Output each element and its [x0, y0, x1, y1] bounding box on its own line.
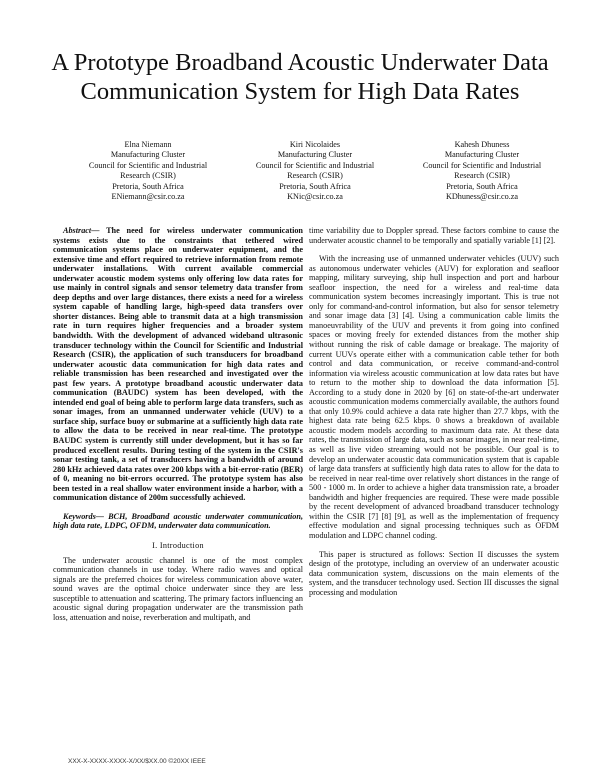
- section-heading: I. Introduction: [152, 540, 204, 550]
- author-org: Manufacturing Cluster: [110, 150, 186, 160]
- title-line-2: Communication System for High Data Rates: [80, 78, 520, 105]
- author-name: Kiri Nicolaides: [289, 140, 341, 149]
- author-institution-abbrev: Research (CSIR): [120, 171, 176, 181]
- abstract-label: Abstract: [63, 226, 92, 235]
- author-org: Manufacturing Cluster: [444, 150, 520, 160]
- author-email: ENiemann@csir.co.za: [111, 192, 185, 202]
- author-institution: Council for Scientific and Industrial: [255, 160, 375, 170]
- copyright-footer: XXX-X-XXXX-XXXX-X/XX/$XX.00 ©20XX IEEE: [68, 758, 206, 765]
- author-org: Manufacturing Cluster: [277, 150, 353, 160]
- author-email: KNic@csir.co.za: [287, 192, 343, 202]
- paragraph-continued: time variability due to Doppler spread. These factors combine to cause the underwater acoustic channel to be temporally and spatially variable [1] [2].: [309, 226, 559, 245]
- author-institution: Council for Scientific and Industrial: [422, 160, 542, 170]
- author-block-1: [53, 140, 243, 202]
- author-name: Elna Niemann: [124, 140, 172, 149]
- author-institution-abbrev: Research (CSIR): [287, 171, 343, 181]
- title-line-1: A Prototype Broadband Acoustic Underwater Data: [51, 49, 549, 76]
- keywords: Keywords— BCH, Broadband acoustic underwater communication, high data rate, LDPC, OFDM, underwater data communication.: [53, 511, 303, 531]
- intro-paragraph: The underwater acoustic channel is one of the most complex communication channels in use today. Where radio waves and optical signals are the preferred choices for wireless communication above water, sound waves are the optimal choice underwater since they are less susceptible to attenuation and scattering. The primary factors influencing an acoustic signal during propagation underwater are the transmission path loss, attenuation and noise, reverberation and multipath, and: [53, 555, 303, 622]
- author-city: Pretoria, South Africa: [446, 181, 518, 191]
- author-city: Pretoria, South Africa: [112, 181, 184, 191]
- author-name: Kahesh Dhuness: [454, 140, 510, 149]
- paragraph-uuv: With the increasing use of unmanned underwater vehicles (UUV) such as autonomous underwater vehicles (AUV) for exploration and seafloor mapping, military surveying, ship hull inspection and port and harbour seafloor inspection, the need for a wireless and real-time data communication system becomes increasingly important. This is true not only for command-and-control information, but also for sensor telemetry and sonar image data [3] [4]. Using a communication cable limits the manoeuvrability of the UUV and prevents it from going into confined spaces or moving freely for extended distances from the mother ship without running the risk of cable damage or breakage. The majority of current UUVs operate either with a communication cable tether for both control and data communication, or receive command-and-control information via wireless acoustic communication at low data rates but have to return to the mother ship to download the data information [5]. According to a study done in 2020 by [6] on state-of-the-art underwater acoustic communication modems commercially available, the authors found that only 10.9% could achieve a data rate higher than 27.7 kbps, with the highest data rate being 62.5 kbps. 0 shows a breakdown of available acoustic modem models according to maximum data rate. At these data rates, the transmission of large data, such as sonar images, in near real-time, as well as live video streaming would not be possible. Our goal is to develop an underwater acoustic data communication system that is capable of large data transfers at sufficiently high data rates to allow for the data to be received in near real-time over relatively short distances in the range of 500 - 1000 m. In order to achieve a higher data transmission rate, a broader bandwidth and higher frequencies are required. These were made possible by the recent development of advanced broadband transducer technology within the CSIR [7] [8] [9], as well as the implementation of frequency effective modulation and signal processing techniques such as OFDM modulation and LDPC channel coding.: [309, 254, 559, 540]
- abstract-text: — The need for wireless underwater communication systems exists due to the constraints that tethered wired communication systems place on underwater equipment, and the extensive time and effort required to retrieve information from remote underwater installations. With current available commercial underwater acoustic modem systems only offering low data rates for use mainly in control signals and sensor telemetry data transfer from deep depths and over large distances, there exists a need for a wireless system capable of handling large, high-speed data transfers over shorter distances. Being able to transmit data at a high transmission rate in turn requires higher frequencies and a broader system bandwidth. With the development of advanced wideband ultrasonic transducer technology within the Council for Scientific and Industrial Research (CSIR), the application of such transducers for broadband underwater acoustic data communication for high data rates and reliable transmission has been researched and investigated over the past few years. A prototype broadband acoustic underwater data communication (BAUDC) system has been developed, with the intended end goal of being able to perform large data transfers, such as sonar images, from an unmanned underwater vehicle (UUV) to a surface ship, surface buoy or submarine at a sufficiently high data rate to allow the data to be received in near real-time. The prototype BAUDC system is currently still under development, but it has so far produced excellent results. During testing of the system in the CSIR's sonar testing tank, a set of transducers having a bandwidth of around 280 kHz achieved data rates over 200 kbps with a bit-error-ratio (BER) of 0, meaning no bit-errors occurred. The prototype system has also been tested in a real shallow water environment inside a harbor, with a communication distance of 200m successfully achieved.: [53, 226, 303, 503]
- paper-title: [0, 48, 600, 106]
- author-block-2: [220, 140, 410, 202]
- author-block-3: [387, 140, 577, 202]
- left-column: [53, 226, 303, 622]
- author-institution-abbrev: Research (CSIR): [454, 171, 510, 181]
- author-institution: Council for Scientific and Industrial: [88, 160, 208, 170]
- abstract: [53, 226, 303, 503]
- paragraph-structure: This paper is structured as follows: Section II discusses the system design of the prototype, including an overview of an underwater acoustic data communication system, discussions on the main elements of the system, and the transducer technology used. Section III discusses the signal processing and modulation: [309, 549, 559, 597]
- author-email: KDhuness@csir.co.za: [445, 192, 519, 202]
- author-city: Pretoria, South Africa: [279, 181, 351, 191]
- right-column: [309, 226, 559, 597]
